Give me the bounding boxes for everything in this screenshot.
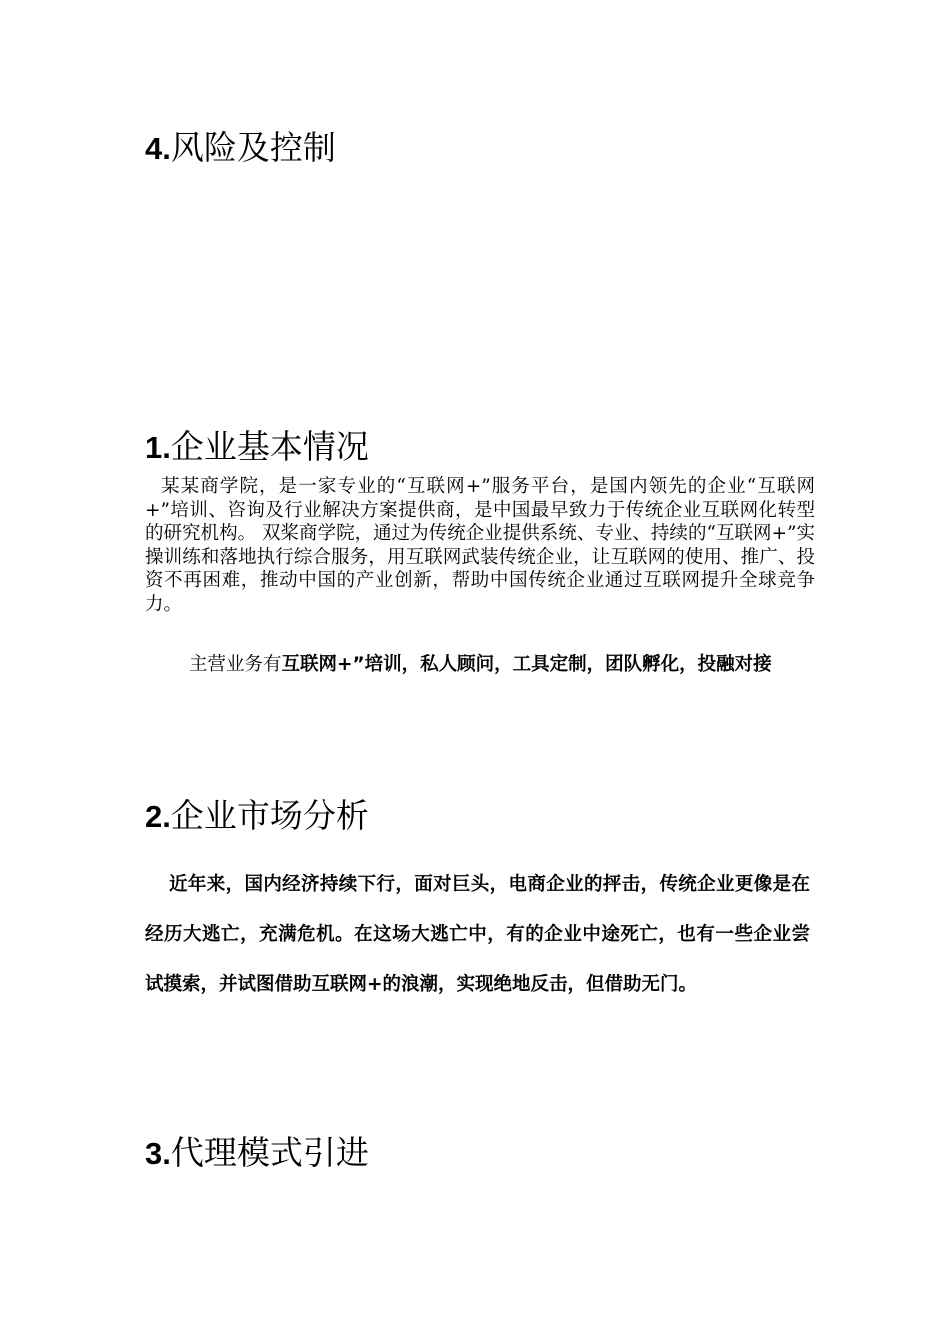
heading-title: 风险及控制 bbox=[170, 128, 336, 167]
heading-number: 4. bbox=[145, 131, 171, 166]
heading-market-analysis bbox=[145, 796, 369, 837]
heading-company-basics bbox=[145, 427, 369, 468]
heading-number: 1. bbox=[145, 430, 171, 465]
heading-title: 企业市场分析 bbox=[170, 796, 369, 835]
heading-title: 代理模式引进 bbox=[170, 1133, 369, 1172]
heading-number: 2. bbox=[145, 799, 171, 834]
heading-agency-model bbox=[145, 1133, 369, 1174]
company-intro-paragraph: 某某商学院，是一家专业的“互联网+”服务平台，是国内领先的企业“互联网+”培训、咨询及行业解决方案提供商，是中国最早致力于传统企业互联网化转型的研究机构。 双桨商学院，通过为传统企业提供系统、专业、持续的“互联网+”实操训练和落地执行综合服务，用互联网武装传统企业，让互联网的使用、推广、投资不再困难，推动中国的产业创新，帮助中国传统企业通过互联网提升全球竞争力。 bbox=[145, 476, 815, 615]
heading-title: 企业基本情况 bbox=[170, 427, 369, 466]
heading-risk-control bbox=[145, 128, 336, 169]
main-business-items: 互联网+”培训，私人顾问，工具定制，团队孵化，投融对接 bbox=[281, 654, 772, 675]
main-business-lead: 主营业务有 bbox=[189, 654, 282, 675]
heading-number: 3. bbox=[145, 1136, 171, 1171]
market-analysis-paragraph: 近年来，国内经济持续下行，面对巨头，电商企业的抨击，传统企业更像是在经历大逃亡，充满危机。在这场大逃亡中，有的企业中途死亡，也有一些企业尝试摸索，并试图借助互联网+的浪潮，实现绝地反击，但借助无门。 bbox=[145, 874, 810, 995]
main-business-paragraph bbox=[145, 638, 810, 692]
